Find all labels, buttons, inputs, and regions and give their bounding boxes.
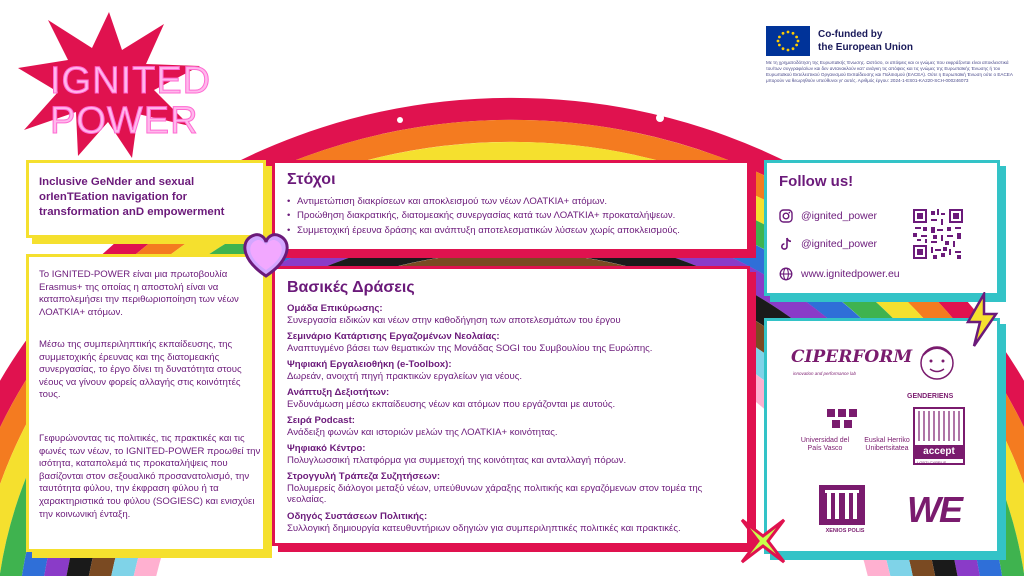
- genderiens-logo: GENDERIENS: [907, 393, 954, 400]
- upv-ehu-emblem-icon: [825, 407, 859, 433]
- action-description: Ενδυνάμωση μέσω εκπαίδευσης νέων και ατόμων που εργάζονται με αυτούς.: [287, 398, 616, 410]
- ciperform-logo: CIPERFORM: [791, 347, 913, 367]
- goals-card: [272, 160, 750, 252]
- action-item: [287, 415, 747, 438]
- instagram-link[interactable]: [779, 207, 877, 225]
- ciperform-tagline: innovation and performance lab: [793, 371, 857, 376]
- heart-icon: [238, 230, 294, 280]
- about-paragraph-1: Το IGNITED-POWER είναι μια πρωτοβουλία Erasmus+ της οποίας η αποστολή είναι να καταπολεμήσει την περιθωριοποίηση των νέων ΛΟΑΤΚΙΑ+ ατόμων.: [39, 269, 239, 318]
- action-description: Ανάδειξη φωνών και ιστοριών μελών της ΛΟΑΤΚΙΑ+ κοινότητας.: [287, 426, 558, 438]
- action-item: [287, 387, 747, 410]
- eu-title-line2: the European Union: [818, 42, 913, 53]
- qr-code-icon[interactable]: [913, 209, 963, 259]
- goal-item: • Αντιμετώπιση διακρίσεων και αποκλεισμού των νέων ΛΟΑΤΚΙΑ+ ατόμων.: [287, 195, 747, 209]
- action-item: [287, 471, 747, 506]
- action-description: Συνεργασία ειδικών και νέων στην καθοδήγηση των αποτελεσμάτων του έργου: [287, 314, 621, 326]
- action-description: Πολυγλωσσική πλατφόρμα για συμμετοχή της κοινότητας και ανταλλαγή πόρων.: [287, 454, 627, 466]
- action-heading: Ψηφιακό Κέντρο:: [287, 443, 366, 454]
- eu-flag-icon: [766, 26, 810, 56]
- tiktok-icon: [779, 237, 793, 251]
- action-heading: Οδηγός Συστάσεων Πολιτικής:: [287, 511, 428, 522]
- action-item: [287, 443, 747, 466]
- website-url: www.ignitedpower.eu: [801, 268, 900, 280]
- intro-card: [26, 160, 266, 238]
- action-item: [287, 359, 747, 382]
- about-card: [26, 254, 266, 552]
- xenios-polis-name: XENIOS POLIS: [825, 528, 865, 534]
- about-paragraph-3: Γεφυρώνοντας τις πολιτικές, τις πρακτικές και τις φωνές των νέων, το IGNITED-POWER προωθεί την ισότητα, καταπολεμά τις προκαταλήψεις που βασίζονται στον σεξουαλικό προσανατολισμό, την ταυτότητα φύλου, την έκφραση φύλου ή τα χαρακτηριστικά του φύλου (SOGIESC) και ενισχύει την κοινωνική ένταξη.: [39, 433, 261, 520]
- accept-logo: accept: [915, 445, 963, 459]
- project-tagline: Inclusive GeNder and sexual orIenTEation navigation for transformation anD empowerment: [39, 176, 225, 218]
- upv-spanish-name: Universidad del País Vasco: [800, 437, 850, 452]
- action-heading: Ανάπτυξη Δεξιοτήτων:: [287, 387, 390, 398]
- eu-disclaimer: Με τη χρηματοδότηση της Ευρωπαϊκής Ένωσης. Ωστόσο, οι απόψεις και οι γνώμες που εκφράζονται είναι αποκλειστικά του/των συγγραφέα/ων και δεν αντανακλούν κατ' ανάγκη τις απόψεις και τις γνώμες της Ευρωπαϊκής Ένωσης ή του Ευρωπαϊκού Εκτελεστικού Οργανισμού Εκπαίδευσης και Πολιτισμού (EACEA). Ούτε η Ευρωπαϊκή Ένωση ούτε ο EACEA μπορούν να θεωρηθούν υπεύθυνοι γι' αυτές. Αριθμός έργου: 2024-1-ES01-KA220-SCH-000246073: [766, 60, 1013, 83]
- eu-title: [818, 28, 1018, 54]
- lightning-bolt-icon: [962, 292, 1002, 348]
- logo-text-ignited: IGNITED: [50, 60, 212, 102]
- action-item: [287, 331, 747, 354]
- action-heading: Στρογγυλή Τράπεζα Συζητήσεων:: [287, 471, 441, 482]
- about-paragraph-2: Μέσω της συμπεριληπτικής εκπαίδευσης, της συμμετοχικής έρευνας και της διατομεακής συνεργασίας, το έργο δίνει τη δυνατότητα στους νέους να γίνουν φορείς αλλαγής στις κοινότητές τους.: [39, 339, 242, 401]
- instagram-handle: @ignited_power: [801, 210, 878, 222]
- eu-title-line1: Co-funded by: [818, 29, 883, 40]
- goals-title: Στόχοι: [287, 171, 336, 188]
- instagram-icon: [779, 209, 793, 223]
- action-description: Δωρεάν, ανοιχτή πηγή πρακτικών εργαλείων για νέους.: [287, 370, 522, 382]
- action-heading: Σεμινάριο Κατάρτισης Εργαζομένων Νεολαίας:: [287, 331, 500, 342]
- action-heading: Σειρά Podcast:: [287, 415, 355, 426]
- upv-basque-name: Euskal Herriko Unibertsitatea: [864, 437, 910, 452]
- partners-card: [764, 318, 1000, 554]
- action-item: [287, 303, 747, 326]
- goal-item: • Συμμετοχική έρευνα δράσης και ανάπτυξη αποτελεσματικών λύσεων χωρίς αποκλεισμούς.: [287, 224, 747, 238]
- accept-tagline: LGBTI CYPRUS: [917, 460, 947, 465]
- we-logo: WE: [907, 489, 961, 530]
- follow-title: Follow us!: [779, 173, 854, 190]
- accept-stripes-icon: [915, 409, 963, 443]
- xenios-polis-logo-mark: [819, 485, 865, 525]
- follow-card: [764, 160, 1000, 296]
- logo-text-power: POWER: [50, 100, 199, 142]
- action-description: Αναπτυγμένο βάσει των θεματικών της Μονάδας SOGI του Συμβουλίου της Ευρώπης.: [287, 342, 653, 354]
- actions-card: [272, 266, 750, 546]
- action-heading: Ψηφιακή Εργαλειοθήκη (e-Toolbox):: [287, 359, 452, 370]
- cross-sparkle-icon: [734, 512, 792, 570]
- goals-list: [287, 195, 747, 238]
- action-heading: Ομάδα Επικύρωσης:: [287, 303, 383, 314]
- action-description: Συλλογική δημιουργία κατευθυντήριων οδηγιών για συμπεριληπτικές πολιτικές και πρακτικές.: [287, 522, 681, 534]
- action-item: [287, 511, 747, 534]
- genderiens-face-icon: [917, 343, 957, 389]
- globe-icon: [779, 267, 793, 281]
- tiktok-handle: @ignited_power: [801, 238, 878, 250]
- action-description: Πολυμερείς διάλογοι μεταξύ νέων, υπεύθυνων χάραξης πολιτικής και εργαζόμενων στον τομέα της νεολαίας.: [287, 482, 703, 505]
- goal-item: • Προώθηση διακρατικής, διατομεακής συνεργασίας κατά των ΛΟΑΤΚΙΑ+ προκαταλήψεων.: [287, 209, 747, 223]
- ignited-power-logo: [14, 10, 212, 160]
- actions-title: Βασικές Δράσεις: [287, 279, 415, 296]
- tiktok-link[interactable]: [779, 235, 877, 253]
- website-link[interactable]: [779, 265, 900, 283]
- xenios-columns-icon: [819, 485, 865, 525]
